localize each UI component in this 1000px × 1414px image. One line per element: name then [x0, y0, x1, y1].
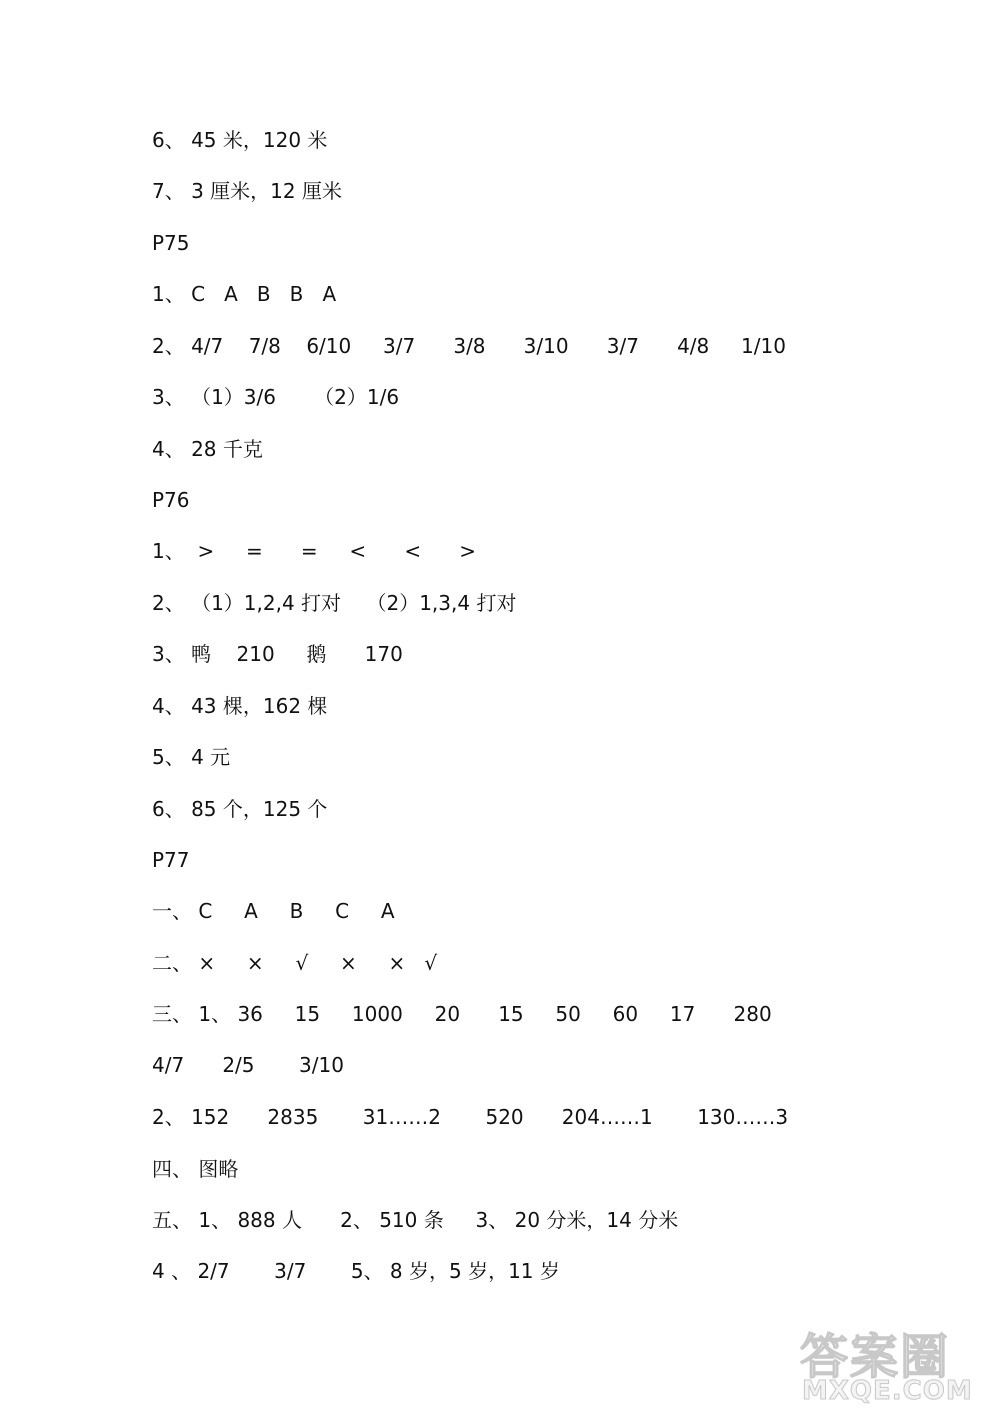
- answer-line: 3、 （1）3/6 （2）1/6: [152, 385, 400, 409]
- answer-line: 四、 图略: [152, 1157, 239, 1181]
- answer-line: 3、 鸭 210 鹅 170: [152, 642, 403, 666]
- answer-line: 三、 1、 36 15 1000 20 15 50 60 17 280: [152, 1002, 772, 1026]
- answer-line: 2、 152 2835 31……2 520 204……1 130……3: [152, 1105, 789, 1129]
- answer-line: 5、 4 元: [152, 745, 231, 769]
- answer-line: 五、 1、 888 人 2、 510 条 3、 20 分米，14 分米: [152, 1208, 679, 1232]
- page-heading-p76: P76: [152, 488, 190, 512]
- answer-line: 二、 × × √ × × √: [152, 951, 438, 975]
- answer-line: 2、 （1）1,2,4 打对 （2）1,3,4 打对: [152, 591, 517, 615]
- answer-line: 一、 C A B C A: [152, 899, 395, 923]
- watermark-logo: [800, 1318, 990, 1410]
- answer-line: 4、 43 棵，162 棵: [152, 694, 328, 718]
- answer-line: 2、 4/7 7/8 6/10 3/7 3/8 3/10 3/7 4/8 1/10: [152, 334, 786, 358]
- page-heading-p75: P75: [152, 231, 190, 255]
- answer-line: 4 、 2/7 3/7 5、 8 岁，5 岁，11 岁: [152, 1259, 560, 1283]
- answer-line: 1、 > = = < < >: [152, 539, 476, 563]
- watermark-url: MXQE.COM: [802, 1376, 973, 1406]
- answer-line: 6、 85 个，125 个: [152, 797, 328, 821]
- answer-line: 4/7 2/5 3/10: [152, 1053, 344, 1077]
- page-heading-p77: P77: [152, 848, 190, 872]
- answer-line: 4、 28 千克: [152, 437, 263, 461]
- watermark-title: 答案圈: [800, 1329, 951, 1385]
- answer-line-7: 7、 3 厘米，12 厘米: [152, 179, 342, 203]
- answer-line: 1、 C A B B A: [152, 282, 337, 306]
- answer-line-6: 6、 45 米，120 米: [152, 128, 328, 152]
